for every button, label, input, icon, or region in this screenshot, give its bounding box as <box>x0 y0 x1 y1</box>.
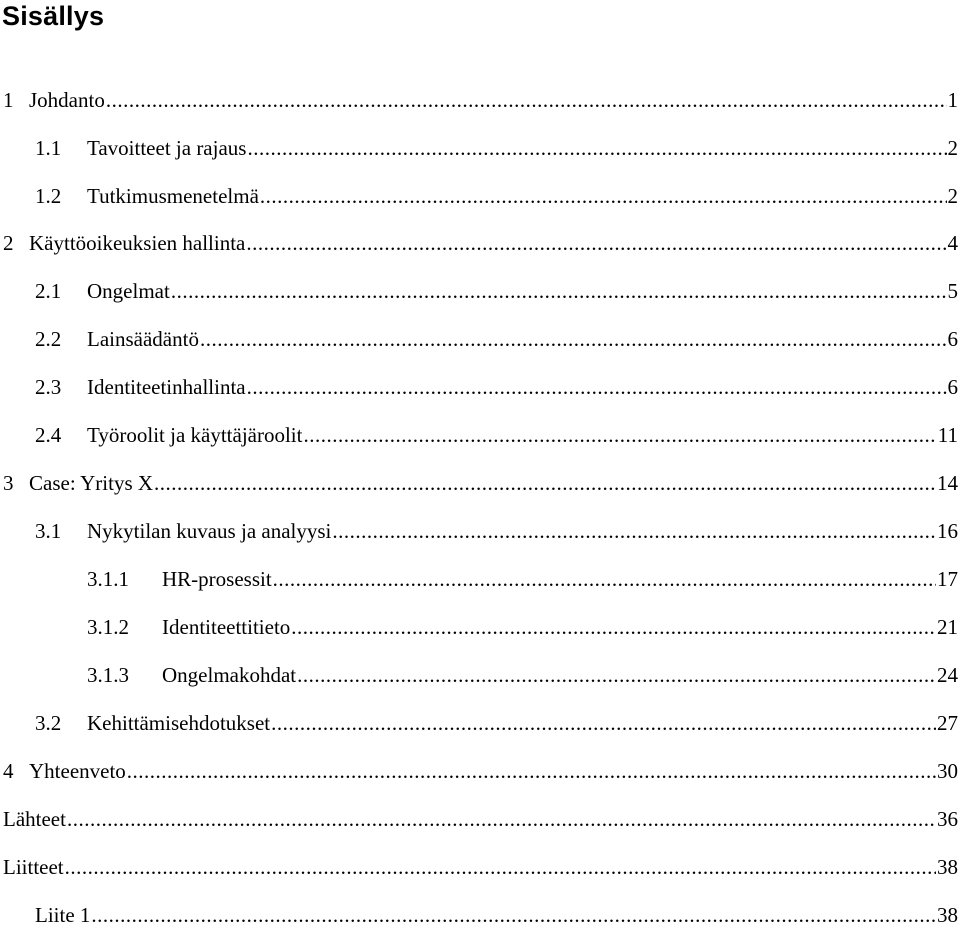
toc-entry-number: 2.3 <box>35 375 62 399</box>
toc-entry-tavoitteet-ja-rajaus[interactable] <box>35 128 958 168</box>
toc-entry-number: 4 <box>3 759 14 783</box>
toc-entry-kehittamisehdotukset[interactable] <box>35 703 958 743</box>
toc-entry-page: 36 <box>937 807 958 831</box>
toc-entry-ongelmakohdat[interactable] <box>87 655 958 695</box>
toc-entry-title: Käyttöoikeuksien hallinta <box>29 231 246 255</box>
toc-entry-page: 2 <box>947 136 958 160</box>
toc-entry-page: 11 <box>937 423 958 447</box>
dot-leader <box>291 607 936 647</box>
toc-entry-number: 2 <box>3 231 14 255</box>
dot-leader <box>273 559 936 599</box>
toc-entry-page: 21 <box>937 615 958 639</box>
dot-leader <box>260 176 947 216</box>
toc-entry-lainsaadanto[interactable] <box>35 319 958 359</box>
toc-entry-page: 6 <box>947 327 958 351</box>
toc-entry-page: 1 <box>947 88 958 112</box>
toc-entry-title: Case: Yritys X <box>29 471 154 495</box>
dot-leader <box>303 415 936 455</box>
toc-entry-kayttooikeuksien-hallinta[interactable] <box>3 223 958 263</box>
toc-entry-number: 3.1 <box>35 519 62 543</box>
toc-entry-lahteet[interactable] <box>3 799 958 839</box>
toc-entry-number: 3.1.2 <box>87 615 129 639</box>
dot-leader <box>297 655 936 695</box>
toc-entry-page: 27 <box>937 711 958 735</box>
toc-entry-title: Identiteettitieto <box>162 615 291 639</box>
toc-entry-number: 2.4 <box>35 423 62 447</box>
toc-entry-title: Yhteenveto <box>29 759 126 783</box>
toc-title: Sisällys <box>2 1 105 31</box>
toc-entry-number: 3.2 <box>35 711 62 735</box>
toc-entry-title: HR-prosessit <box>162 567 272 591</box>
toc-entry-page: 17 <box>937 567 958 591</box>
dot-leader <box>200 319 947 359</box>
toc-entry-title: Ongelmakohdat <box>162 663 297 687</box>
toc-entry-title: Nykytilan kuvaus ja analyysi <box>87 519 332 543</box>
dot-leader <box>171 271 947 311</box>
toc-entry-title: Ongelmat <box>87 279 170 303</box>
toc-entry-number: 2.2 <box>35 327 62 351</box>
toc-entry-title: Liite 1 <box>35 903 91 927</box>
toc-entry-page: 2 <box>947 184 958 208</box>
dot-leader <box>246 223 946 263</box>
toc-entry-title: Lähteet <box>3 807 66 831</box>
toc-entry-number: 3.1.3 <box>87 663 129 687</box>
toc-entry-title: Työroolit ja käyttäjäroolit <box>87 423 303 447</box>
toc-entry-page: 24 <box>937 663 958 687</box>
dot-leader <box>247 128 946 168</box>
toc-entry-page: 14 <box>937 471 958 495</box>
dot-leader <box>154 463 936 503</box>
toc-entry-page: 30 <box>937 759 958 783</box>
toc-entry-ongelmat[interactable] <box>35 271 958 311</box>
toc-entry-liite-1[interactable] <box>35 895 958 935</box>
dot-leader <box>67 799 936 839</box>
toc-entry-liitteet[interactable] <box>3 847 958 887</box>
toc-entry-page: 16 <box>937 519 958 543</box>
toc-entry-title: Tutkimusmenetelmä <box>87 184 259 208</box>
toc-entry-title: Lainsäädäntö <box>87 327 199 351</box>
toc-entry-page: 38 <box>937 855 958 879</box>
toc-entry-nykytilan-kuvaus-ja-analyysi[interactable] <box>35 511 958 551</box>
dot-leader <box>91 895 936 935</box>
dot-leader <box>106 80 947 120</box>
toc-entry-tutkimusmenetelma[interactable] <box>35 176 958 216</box>
toc-entry-tyoroolit-ja-kayttajaroolit[interactable] <box>35 415 958 455</box>
toc-entry-identiteettitieto[interactable] <box>87 607 958 647</box>
dot-leader <box>332 511 936 551</box>
toc-entry-johdanto[interactable] <box>3 80 958 120</box>
dot-leader <box>65 847 936 887</box>
toc-entry-number: 1.1 <box>35 136 62 160</box>
toc-entry-page: 5 <box>947 279 958 303</box>
toc-entry-identiteetinhallinta[interactable] <box>35 367 958 407</box>
toc-entry-number: 2.1 <box>35 279 62 303</box>
toc-entry-case-yritys-x[interactable] <box>3 463 958 503</box>
dot-leader <box>127 751 936 791</box>
toc-entry-title: Tavoitteet ja rajaus <box>87 136 247 160</box>
toc-entry-number: 3.1.1 <box>87 567 129 591</box>
toc-entry-title: Kehittämisehdotukset <box>87 711 271 735</box>
toc-entry-title: Liitteet <box>3 855 64 879</box>
dot-leader <box>247 367 947 407</box>
toc-entry-number: 1 <box>3 88 14 112</box>
toc-entry-page: 6 <box>947 375 958 399</box>
toc-entry-page: 38 <box>937 903 958 927</box>
toc-entry-number: 1.2 <box>35 184 62 208</box>
toc-entry-yhteenveto[interactable] <box>3 751 958 791</box>
dot-leader <box>271 703 936 743</box>
toc-entry-hr-prosessit[interactable] <box>87 559 958 599</box>
toc-entry-title: Johdanto <box>29 88 105 112</box>
toc-entry-number: 3 <box>3 471 14 495</box>
toc-entry-title: Identiteetinhallinta <box>87 375 246 399</box>
toc-entry-page: 4 <box>947 231 958 255</box>
